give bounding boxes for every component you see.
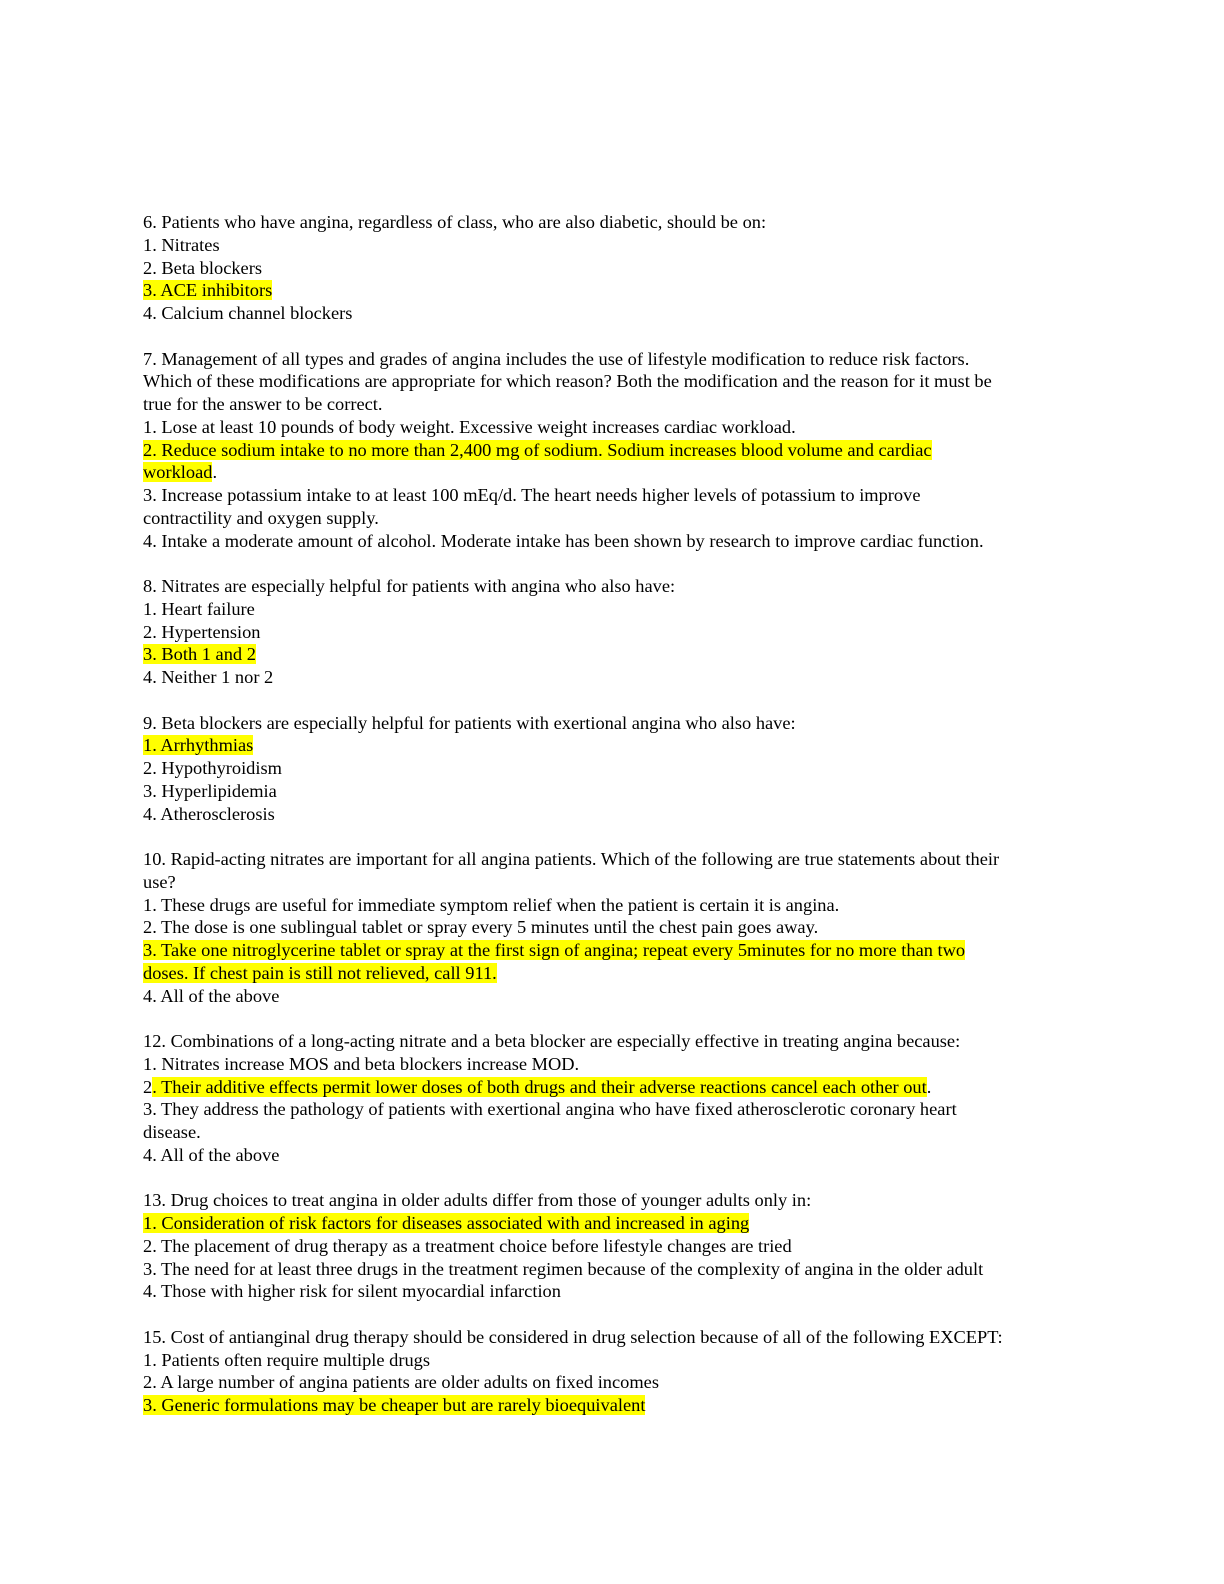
answer-option-highlighted [143,962,1083,985]
highlight: 3. Take one nitroglycerine tablet or spray at the first sign of angina; repeat every 5minutes for no more than two [143,940,966,960]
question-stem: use? [143,871,176,892]
document-page [143,211,1083,1440]
question-7 [143,348,1083,553]
question-stem: 8. Nitrates are especially helpful for patients with angina who also have: [143,576,676,596]
answer-option-highlighted [143,1394,1083,1417]
answer-option: 4. All of the above [143,985,280,1006]
answer-option: 2. Hypertension [143,621,261,642]
answer-option: 4. Calcium channel blockers [143,303,353,323]
highlight: 1. Arrhythmias [143,735,254,756]
answer-option-highlighted: workload. [143,462,218,483]
answer-option-highlighted: 2. Their additive effects permit lower doses of both drugs and their adverse reactions cancel each other out. [143,1076,932,1097]
answer-option: 3. Hyperlipidemia [143,780,277,801]
highlight: 1. Consideration of risk factors for diseases associated with and increased in aging [143,1213,750,1233]
answer-option: 2. The placement of drug therapy as a treatment choice before lifestyle changes are tried [143,1235,792,1256]
answer-option: 2. The dose is one sublingual tablet or spray every 5 minutes until the chest pain goes away. [143,917,819,938]
answer-option: contractility and oxygen supply. [143,507,379,528]
highlight: doses. If chest pain is still not relieved, call 911. [143,962,497,983]
answer-option-highlighted [143,279,1083,302]
answer-option-highlighted [143,439,1083,462]
answer-option: 3. They address the pathology of patients with exertional angina who have fixed atherosclerotic coronary heart [143,1099,957,1120]
highlight: workload [143,462,213,483]
question-13 [143,1189,1083,1303]
highlight: . Their additive effects permit lower doses of both drugs and their adverse reactions cancel each other out [152,1076,927,1097]
answer-option-highlighted [143,643,1083,666]
answer-option: 4. Intake a moderate amount of alcohol. Moderate intake has been shown by research to improve cardiac function. [143,530,984,551]
answer-option: 3. Increase potassium intake to at least 100 mEq/d. The heart needs higher levels of potassium to improve [143,485,921,505]
answer-option: 3. The need for at least three drugs in the treatment regimen because of the complexity of angina in the older adult [143,1258,984,1279]
answer-option: 1. Lose at least 10 pounds of body weight. Excessive weight increases cardiac workload. [143,416,796,437]
highlight: 3. ACE inhibitors [143,280,273,301]
answer-option-highlighted [143,1212,1083,1235]
question-12 [143,1030,1083,1167]
highlight: 2. Reduce sodium intake to no more than 2,400 mg of sodium. Sodium increases blood volume and cardiac [143,439,932,460]
question-stem: 13. Drug choices to treat angina in older adults differ from those of younger adults only in: [143,1190,812,1211]
question-6 [143,211,1083,325]
question-9 [143,712,1083,826]
answer-option: 1. Nitrates increase MOS and beta blockers increase MOD. [143,1053,580,1074]
answer-option: 2. Beta blockers [143,257,262,278]
answer-option: 4. All of the above [143,1144,280,1165]
highlight: 3. Generic formulations may be cheaper but are rarely bioequivalent [143,1395,646,1415]
answer-option: 4. Those with higher risk for silent myocardial infarction [143,1281,561,1302]
question-8 [143,575,1083,689]
question-stem: 9. Beta blockers are especially helpful for patients with exertional angina who also have: [143,712,796,733]
answer-option: 1. Heart failure [143,598,255,619]
answer-option: 4. Atherosclerosis [143,803,275,824]
question-stem: 7. Management of all types and grades of angina includes the use of lifestyle modification to reduce risk factors. [143,348,970,369]
question-10 [143,848,1083,1007]
answer-option: 1. Patients often require multiple drugs [143,1349,431,1370]
question-15 [143,1326,1083,1417]
answer-option: 1. Nitrates [143,234,220,255]
answer-option-highlighted [143,939,1083,962]
answer-option: 2. A large number of angina patients are older adults on fixed incomes [143,1372,659,1393]
question-stem: 10. Rapid-acting nitrates are important for all angina patients. Which of the following are true statements about their [143,849,1000,869]
answer-option: disease. [143,1122,201,1142]
question-stem: 12. Combinations of a long-acting nitrate and a beta blocker are especially effective in treating angina because: [143,1031,961,1051]
question-stem: true for the answer to be correct. [143,394,383,414]
answer-option: 2. Hypothyroidism [143,758,282,778]
question-stem: 15. Cost of antianginal drug therapy should be considered in drug selection because of all of the following EXCEPT: [143,1326,1003,1347]
highlight: 3. Both 1 and 2 [143,644,256,665]
question-stem: Which of these modifications are appropriate for which reason? Both the modification and the reason for it must be [143,371,992,392]
answer-option: 1. These drugs are useful for immediate symptom relief when the patient is certain it is angina. [143,894,840,915]
answer-option: 4. Neither 1 nor 2 [143,667,274,687]
answer-option-highlighted [143,734,1083,757]
question-stem: 6. Patients who have angina, regardless of class, who are also diabetic, should be on: [143,212,767,232]
